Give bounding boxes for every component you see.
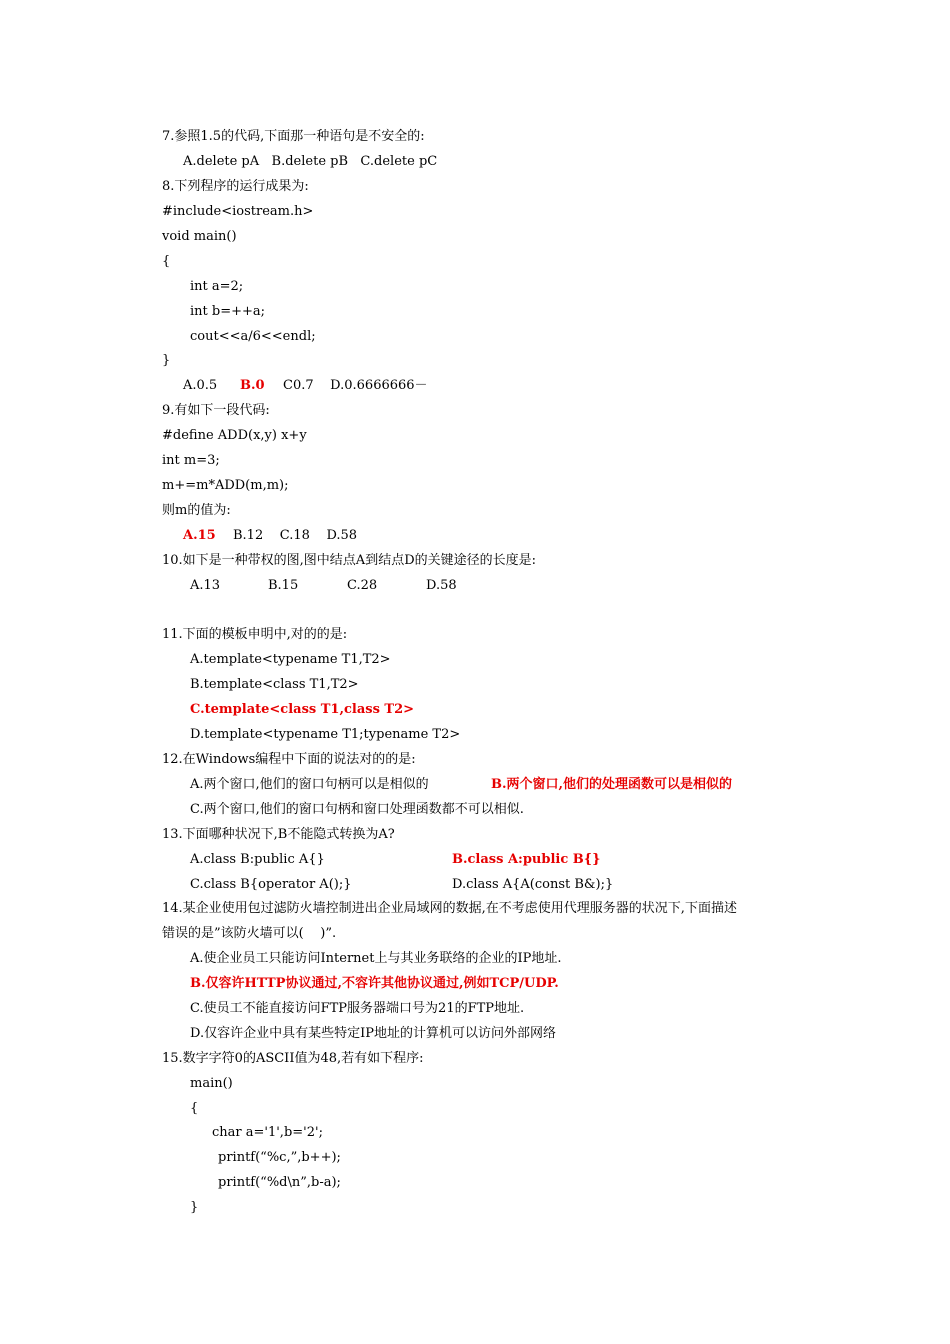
option: A.13 [190,578,221,593]
option: C.两个窗口,他们的窗口句柄和窗口处理函数都不可以相似. [190,802,524,817]
question-10: 10.如下是一种带权的图,图中结点A到结点D的关键途径的长度是: [162,553,536,568]
code-line: #include<iostream.h> [162,204,314,219]
option: A.两个窗口,他们的窗口句柄可以是相似的 [190,777,429,792]
correct-answer: A.15 [183,528,216,543]
question-15: 15.数字字符0的ASCII值为48,若有如下程序: [162,1051,424,1066]
code-line: #define ADD(x,y) x+y [162,428,307,443]
code-line: char a='1',b='2'; [212,1125,323,1140]
option: B.template<class T1,T2> [190,677,359,692]
code-line: } [162,353,171,368]
question-11: 11.下面的模板申明中,对的的是: [162,627,348,642]
option: A.使企业员工只能访问Internet上与其业务联络的企业的IP地址. [190,951,562,966]
code-line: void main() [162,229,237,244]
option: D.template<typename T1;typename T2> [190,727,461,742]
option: A.template<typename T1,T2> [190,652,391,667]
code-line: } [190,1200,199,1215]
option: D.class A{A(const B&);} [452,877,614,892]
question-14: 14.某企业使用包过滤防火墙控制进出企业局域网的数据,在不考虑使用代理服务器的状况下,下面描述 [162,901,737,916]
question-8: 8.下列程序的运行成果为: [162,179,309,194]
code-line: main() [190,1076,233,1091]
option: B.12 C.18 D.58 [233,528,358,543]
code-line: { [190,1101,199,1116]
option: C.class B{operator A();} [190,877,352,892]
code-line: { [162,254,171,269]
code-line: int a=2; [190,279,244,294]
question-9-sub: 则m的值为: [162,503,231,518]
code-line: int m=3; [162,453,220,468]
option: D.58 [426,578,457,593]
code-line: m+=m*ADD(m,m); [162,478,289,493]
option: C0.7 D.0.6666666－ [283,378,428,393]
question-14-cont: 错误的是”该防火墙可以( )”. [162,926,337,941]
question-13: 13.下面哪种状况下,B不能隐式转换为A? [162,827,395,842]
option: B.15 [268,578,299,593]
correct-answer: B.0 [240,378,265,393]
question-12: 12.在Windows编程中下面的说法对的的是: [162,752,416,767]
option: C.使员工不能直接访问FTP服务器端口号为21的FTP地址. [190,1001,525,1016]
question-9: 9.有如下一段代码: [162,403,270,418]
code-line: int b=++a; [190,304,266,319]
option: A.class B:public A{} [190,852,325,867]
correct-answer: B.仅容许HTTP协议通过,不容许其他协议通过,例如TCP/UDP. [190,976,559,991]
correct-answer: C.template<class T1,class T2> [190,702,415,717]
question-7: 7.参照1.5的代码,下面那一种语句是不安全的: [162,129,425,144]
option: A.0.5 [183,378,218,393]
question-7-options: A.delete pA B.delete pB C.delete pC [183,154,438,169]
correct-answer: B.两个窗口,他们的处理函数可以是相似的 [491,777,733,792]
code-line: printf(“%d\n”,b-a); [218,1175,341,1190]
code-line: cout<<a/6<<endl; [190,329,316,344]
correct-answer: B.class A:public B{} [452,852,601,867]
code-line: printf(“%c,”,b++); [218,1150,341,1165]
option: D.仅容许企业中具有某些特定IP地址的计算机可以访问外部网络 [190,1026,556,1041]
option: C.28 [347,578,378,593]
